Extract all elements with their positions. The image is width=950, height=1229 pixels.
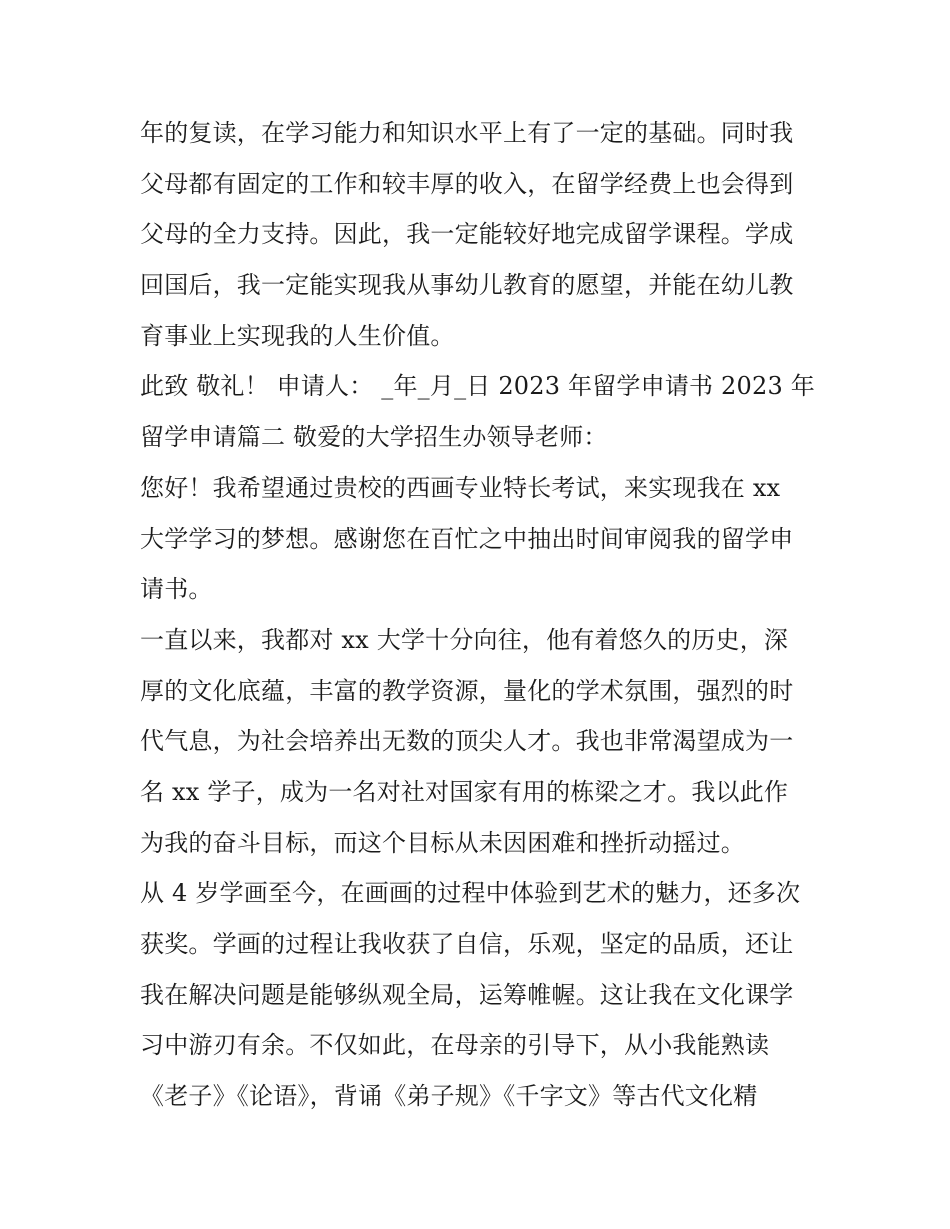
text-line: 一直以来，我都对 xx 大学十分向往，他有着悠久的历史，深 <box>140 625 789 654</box>
text-line: 名 xx 学子，成为一名对社对国家有用的栋梁之才。我以此作 <box>140 777 789 806</box>
text-line: 代气息，为社会培养出无数的顶尖人才。我也非常渴望成为一 <box>140 727 794 756</box>
text-line: 习中游刃有余。不仅如此，在母亲的引导下，从小我能熟读 <box>140 1031 770 1060</box>
text-line: 此致 敬礼！ 申请人： _年_月_日 2023 年留学申请书 2023 年 <box>140 372 815 401</box>
text-line: 父母都有固定的工作和较丰厚的收入，在留学经费上也会得到 <box>140 169 794 198</box>
text-line: 我在解决问题是能够纵观全局，运筹帷幄。这让我在文化课学 <box>140 980 794 1009</box>
text-line: 请书。 <box>140 575 213 604</box>
text-line: 回国后，我一定能实现我从事幼儿教育的愿望，并能在幼儿教 <box>140 271 794 300</box>
text-line: 从 4 岁学画至今，在画画的过程中体验到艺术的魅力，还多次 <box>140 879 801 908</box>
text-line: 父母的全力支持。因此，我一定能较好地完成留学课程。学成 <box>140 220 794 249</box>
text-line: 您好！我希望通过贵校的西画专业特长考试，来实现我在 xx <box>140 473 781 502</box>
text-line: 获奖。学画的过程让我收获了自信，乐观，坚定的品质，还让 <box>140 930 794 958</box>
text-line: 育事业上实现我的人生价值。 <box>140 321 455 350</box>
text-line: 厚的文化底蕴，丰富的教学资源，量化的学术氛围，强烈的时 <box>140 676 794 705</box>
text-line: 《老子》《论语》，背诵《弟子规》《千字文》等古代文化精 <box>140 1082 758 1111</box>
text-line: 大学学习的梦想。感谢您在百忙之中抽出时间审阅我的留学申 <box>140 524 794 553</box>
text-line: 年的复读，在学习能力和知识水平上有了一定的基础。同时我 <box>140 119 794 147</box>
document-body <box>140 108 840 1122</box>
text-line: 留学申请篇二 敬爱的大学招生办领导老师： <box>140 423 608 452</box>
text-line: 为我的奋斗目标，而这个目标从未因困难和挫折动摇过。 <box>140 828 745 857</box>
